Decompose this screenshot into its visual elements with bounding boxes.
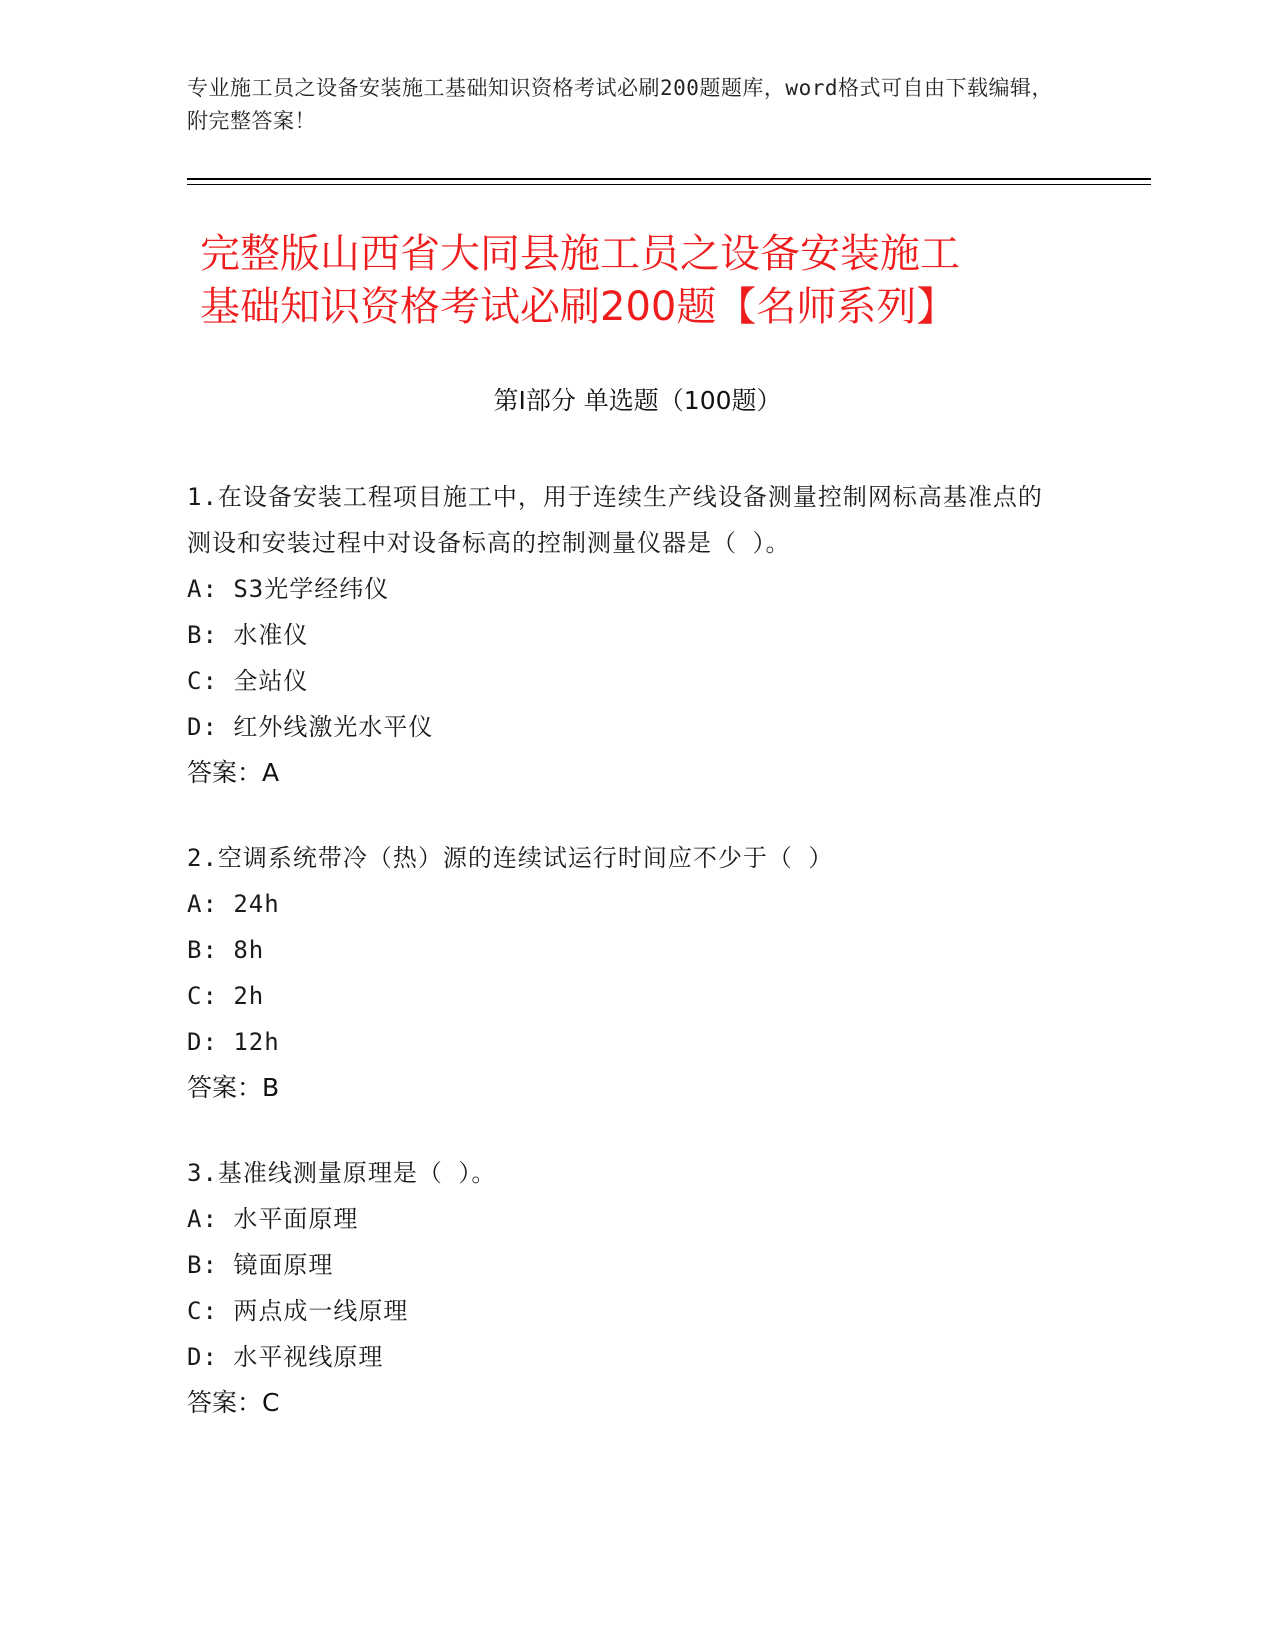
- question-stem: 1.在设备安装工程项目施工中，用于连续生产线设备测量控制网标高基准点的测设和安装过程中对设备标高的控制测量仪器是（ ）。: [187, 483, 1043, 557]
- question-stem: 3.基准线测量原理是（ ）。: [187, 1159, 497, 1187]
- header-rule-thick: [187, 178, 1151, 180]
- question-3: [187, 1150, 1067, 1426]
- option-d: D: 水平视线原理: [187, 1343, 384, 1371]
- option-a: A: 24h: [187, 890, 280, 918]
- question-list: [187, 474, 1067, 1465]
- option-d: D: 红外线激光水平仪: [187, 713, 434, 741]
- option-a: A: S3光学经纬仪: [187, 575, 390, 603]
- option-c: C: 全站仪: [187, 667, 309, 695]
- option-c: C: 2h: [187, 982, 265, 1010]
- option-c: C: 两点成一线原理: [187, 1297, 409, 1325]
- title-line-1: 完整版山西省大同县施工员之设备安装施工: [200, 231, 960, 277]
- header-rule-thin: [187, 184, 1151, 185]
- option-b: B: 镜面原理: [187, 1251, 334, 1279]
- option-d: D: 12h: [187, 1028, 280, 1056]
- question-stem: 2.空调系统带冷（热）源的连续试运行时间应不少于（ ）: [187, 844, 834, 872]
- document-title: [200, 228, 1100, 334]
- answer-line: 答案：C: [187, 1388, 280, 1417]
- option-b: B: 水准仪: [187, 621, 309, 649]
- header-note: 专业施工员之设备安装施工基础知识资格考试必刷200题题库，word格式可自由下载编辑，附完整答案！: [187, 76, 1053, 133]
- option-b: B: 8h: [187, 936, 265, 964]
- title-line-2: 基础知识资格考试必刷200题【名师系列】: [200, 284, 957, 330]
- question-1: [187, 474, 1067, 796]
- option-a: A: 水平面原理: [187, 1205, 359, 1233]
- question-2: [187, 835, 1067, 1111]
- answer-line: 答案：B: [187, 1073, 280, 1102]
- section-title: 第Ⅰ部分 单选题（100题）: [493, 386, 782, 415]
- answer-line: 答案：A: [187, 758, 280, 787]
